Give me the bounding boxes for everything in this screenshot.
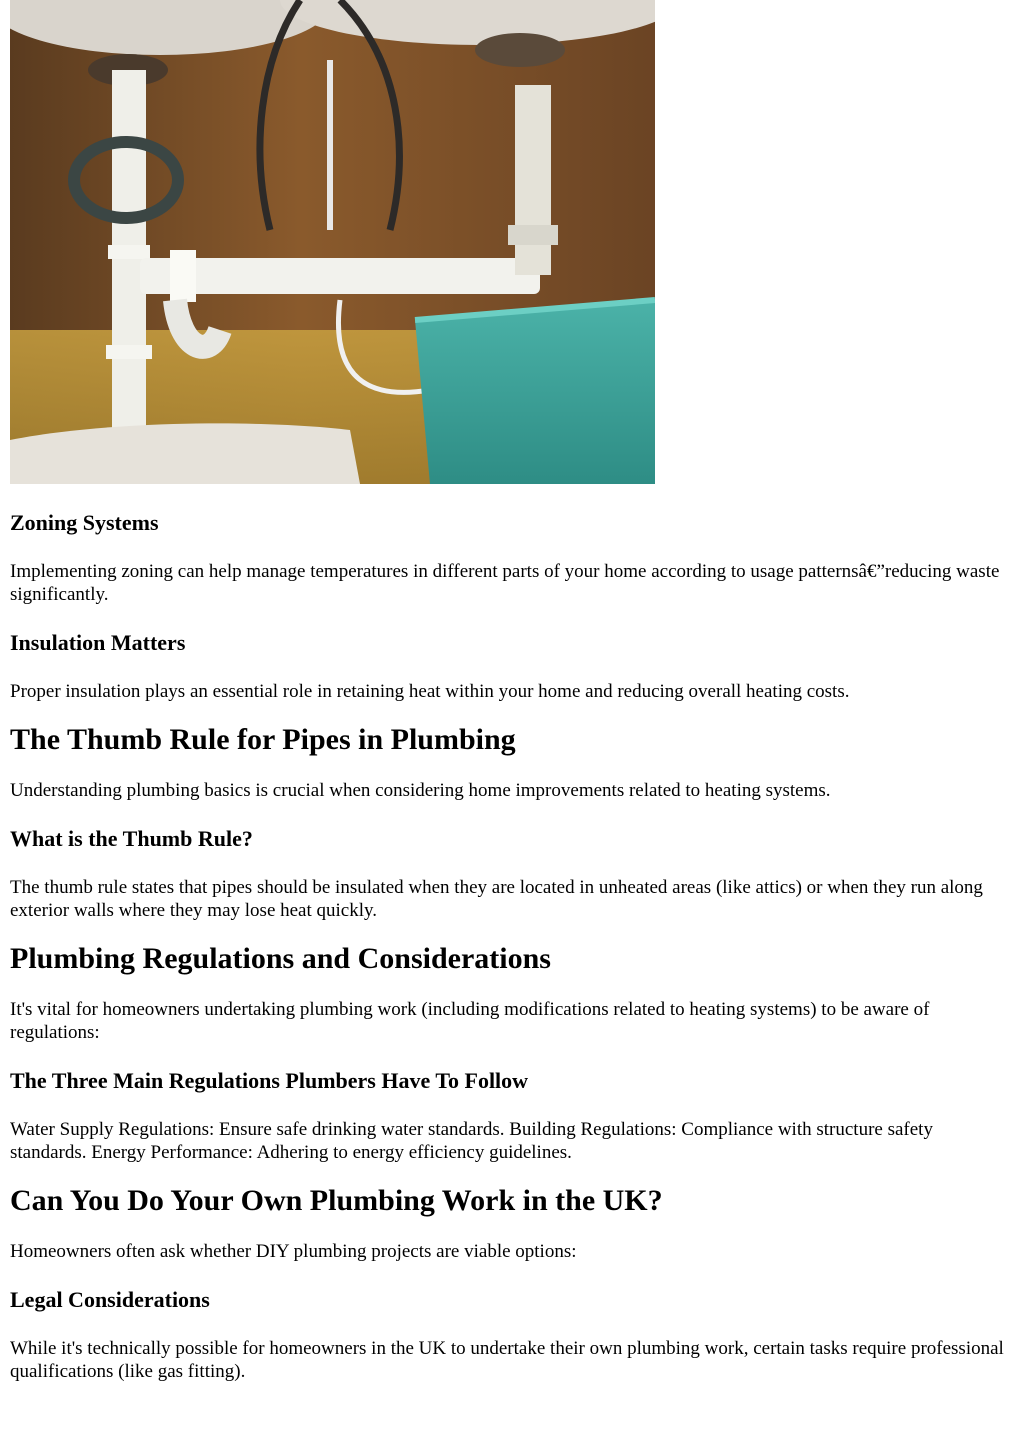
what-is-thumb-rule-heading: What is the Thumb Rule? xyxy=(10,826,253,851)
plumbing-photo xyxy=(10,0,655,484)
plumbing-regulations-heading: Plumbing Regulations and Considerations xyxy=(10,942,551,975)
three-regulations-paragraph: Water Supply Regulations: Ensure safe drinking water standards. Building Regulations: Compliance with structure safety standards. Energy Performance: Adhering to energy efficiency guidelines. xyxy=(10,1119,933,1163)
diy-plumbing-paragraph: Homeowners often ask whether DIY plumbing projects are viable options: xyxy=(10,1241,577,1262)
thumb-rule-heading: The Thumb Rule for Pipes in Plumbing xyxy=(10,723,516,756)
insulation-matters-paragraph: Proper insulation plays an essential role in retaining heat within your home and reducing overall heating costs. xyxy=(10,681,850,702)
zoning-systems-paragraph: Implementing zoning can help manage temperatures in different parts of your home according to usage patternsâ€”reducing waste significantly. xyxy=(10,561,1000,605)
diy-plumbing-heading: Can You Do Your Own Plumbing Work in the UK? xyxy=(10,1184,663,1217)
zoning-systems-heading: Zoning Systems xyxy=(10,510,159,535)
legal-considerations-heading: Legal Considerations xyxy=(10,1287,210,1312)
plumbing-regulations-paragraph: It's vital for homeowners undertaking plumbing work (including modifications related to heating systems) to be aware of regulations: xyxy=(10,999,930,1043)
legal-considerations-paragraph: While it's technically possible for homeowners in the UK to undertake their own plumbing work, certain tasks require professional qualifications (like gas fitting). xyxy=(10,1338,1004,1382)
three-regulations-heading: The Three Main Regulations Plumbers Have To Follow xyxy=(10,1068,529,1093)
insulation-matters-heading: Insulation Matters xyxy=(10,630,186,655)
what-is-thumb-rule-paragraph: The thumb rule states that pipes should be insulated when they are located in unheated areas (like attics) or when they run along exterior walls where they may lose heat quickly. xyxy=(10,877,983,921)
thumb-rule-paragraph: Understanding plumbing basics is crucial when considering home improvements related to heating systems. xyxy=(10,780,831,801)
